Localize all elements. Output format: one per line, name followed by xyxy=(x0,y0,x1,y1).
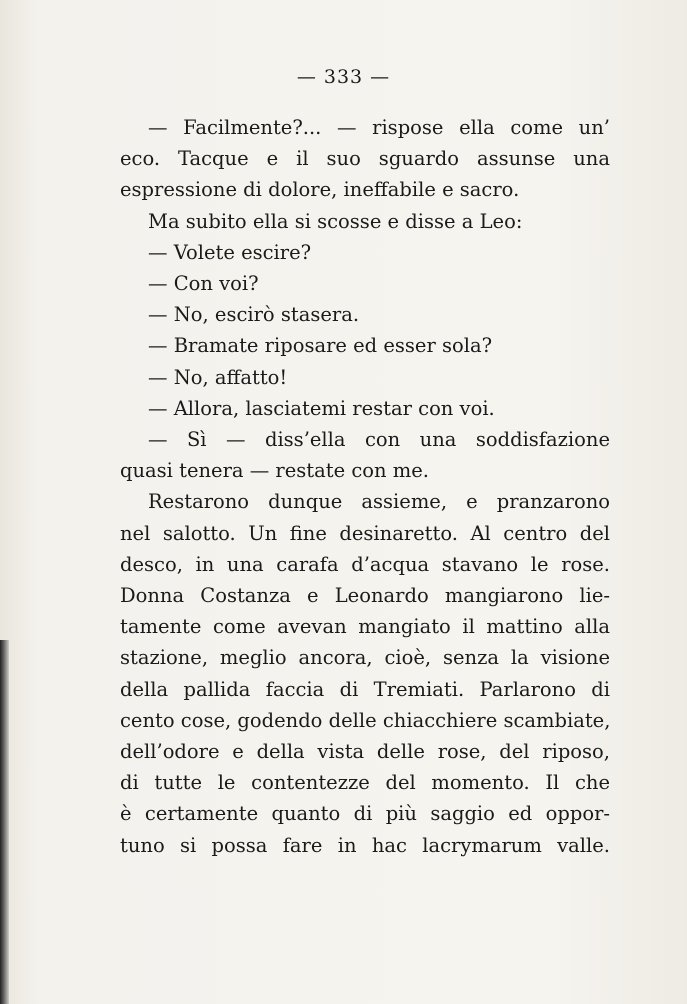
body-text xyxy=(120,112,610,861)
text-line: — Con voi? xyxy=(148,272,259,296)
text-line: — No, escirò stasera. xyxy=(148,303,360,327)
text-line: Donna Costanza e Leonardo mangiarono lie- xyxy=(120,584,610,608)
text-line: — Allora, lasciatemi restar con voi. xyxy=(148,396,495,420)
text-line: è certamente quanto di più saggio ed oppor- xyxy=(120,802,610,826)
text-line: dell’odore e della vista delle rose, del riposo, xyxy=(120,740,610,764)
text-line: stazione, meglio ancora, cioè, senza la visione xyxy=(120,646,610,670)
page-number: — 333 — xyxy=(296,66,391,88)
text-line: — Facilmente?... — rispose ella come un’ xyxy=(148,116,610,139)
text-line: Restarono dunque assieme, e pranzarono xyxy=(148,490,610,514)
text-line: eco. Tacque e il suo sguardo assunse una xyxy=(120,147,610,171)
text-line: — Volete escire? xyxy=(148,240,312,264)
text-line: cento cose, godendo delle chiacchiere scambiate, xyxy=(120,708,611,732)
text-line: nel salotto. Un fine desinaretto. Al centro del xyxy=(120,521,610,545)
text-line: tuno si possa fare in hac lacrymarum valle. xyxy=(120,833,610,857)
text-line: tamente come avevan mangiato il mattino alla xyxy=(120,615,610,639)
binding-edge xyxy=(0,640,9,1004)
text-line: quasi tenera — restate con me. xyxy=(120,459,429,483)
text-line: Ma subito ella si scosse e disse a Leo: xyxy=(148,209,523,233)
text-line: desco, in una carafa d’acqua stavano le rose. xyxy=(120,552,610,576)
text-line: — Bramate riposare ed esser sola? xyxy=(148,334,493,358)
text-line: — No, affatto! xyxy=(148,365,288,389)
text-line: della pallida faccia di Tremiati. Parlarono di xyxy=(120,677,610,701)
text-line: espressione di dolore, ineffabile e sacro. xyxy=(120,178,520,202)
text-line: di tutte le contentezze del momento. Il che xyxy=(120,771,610,795)
text-line: — Sì — diss’ella con una soddisfazione xyxy=(148,428,610,452)
